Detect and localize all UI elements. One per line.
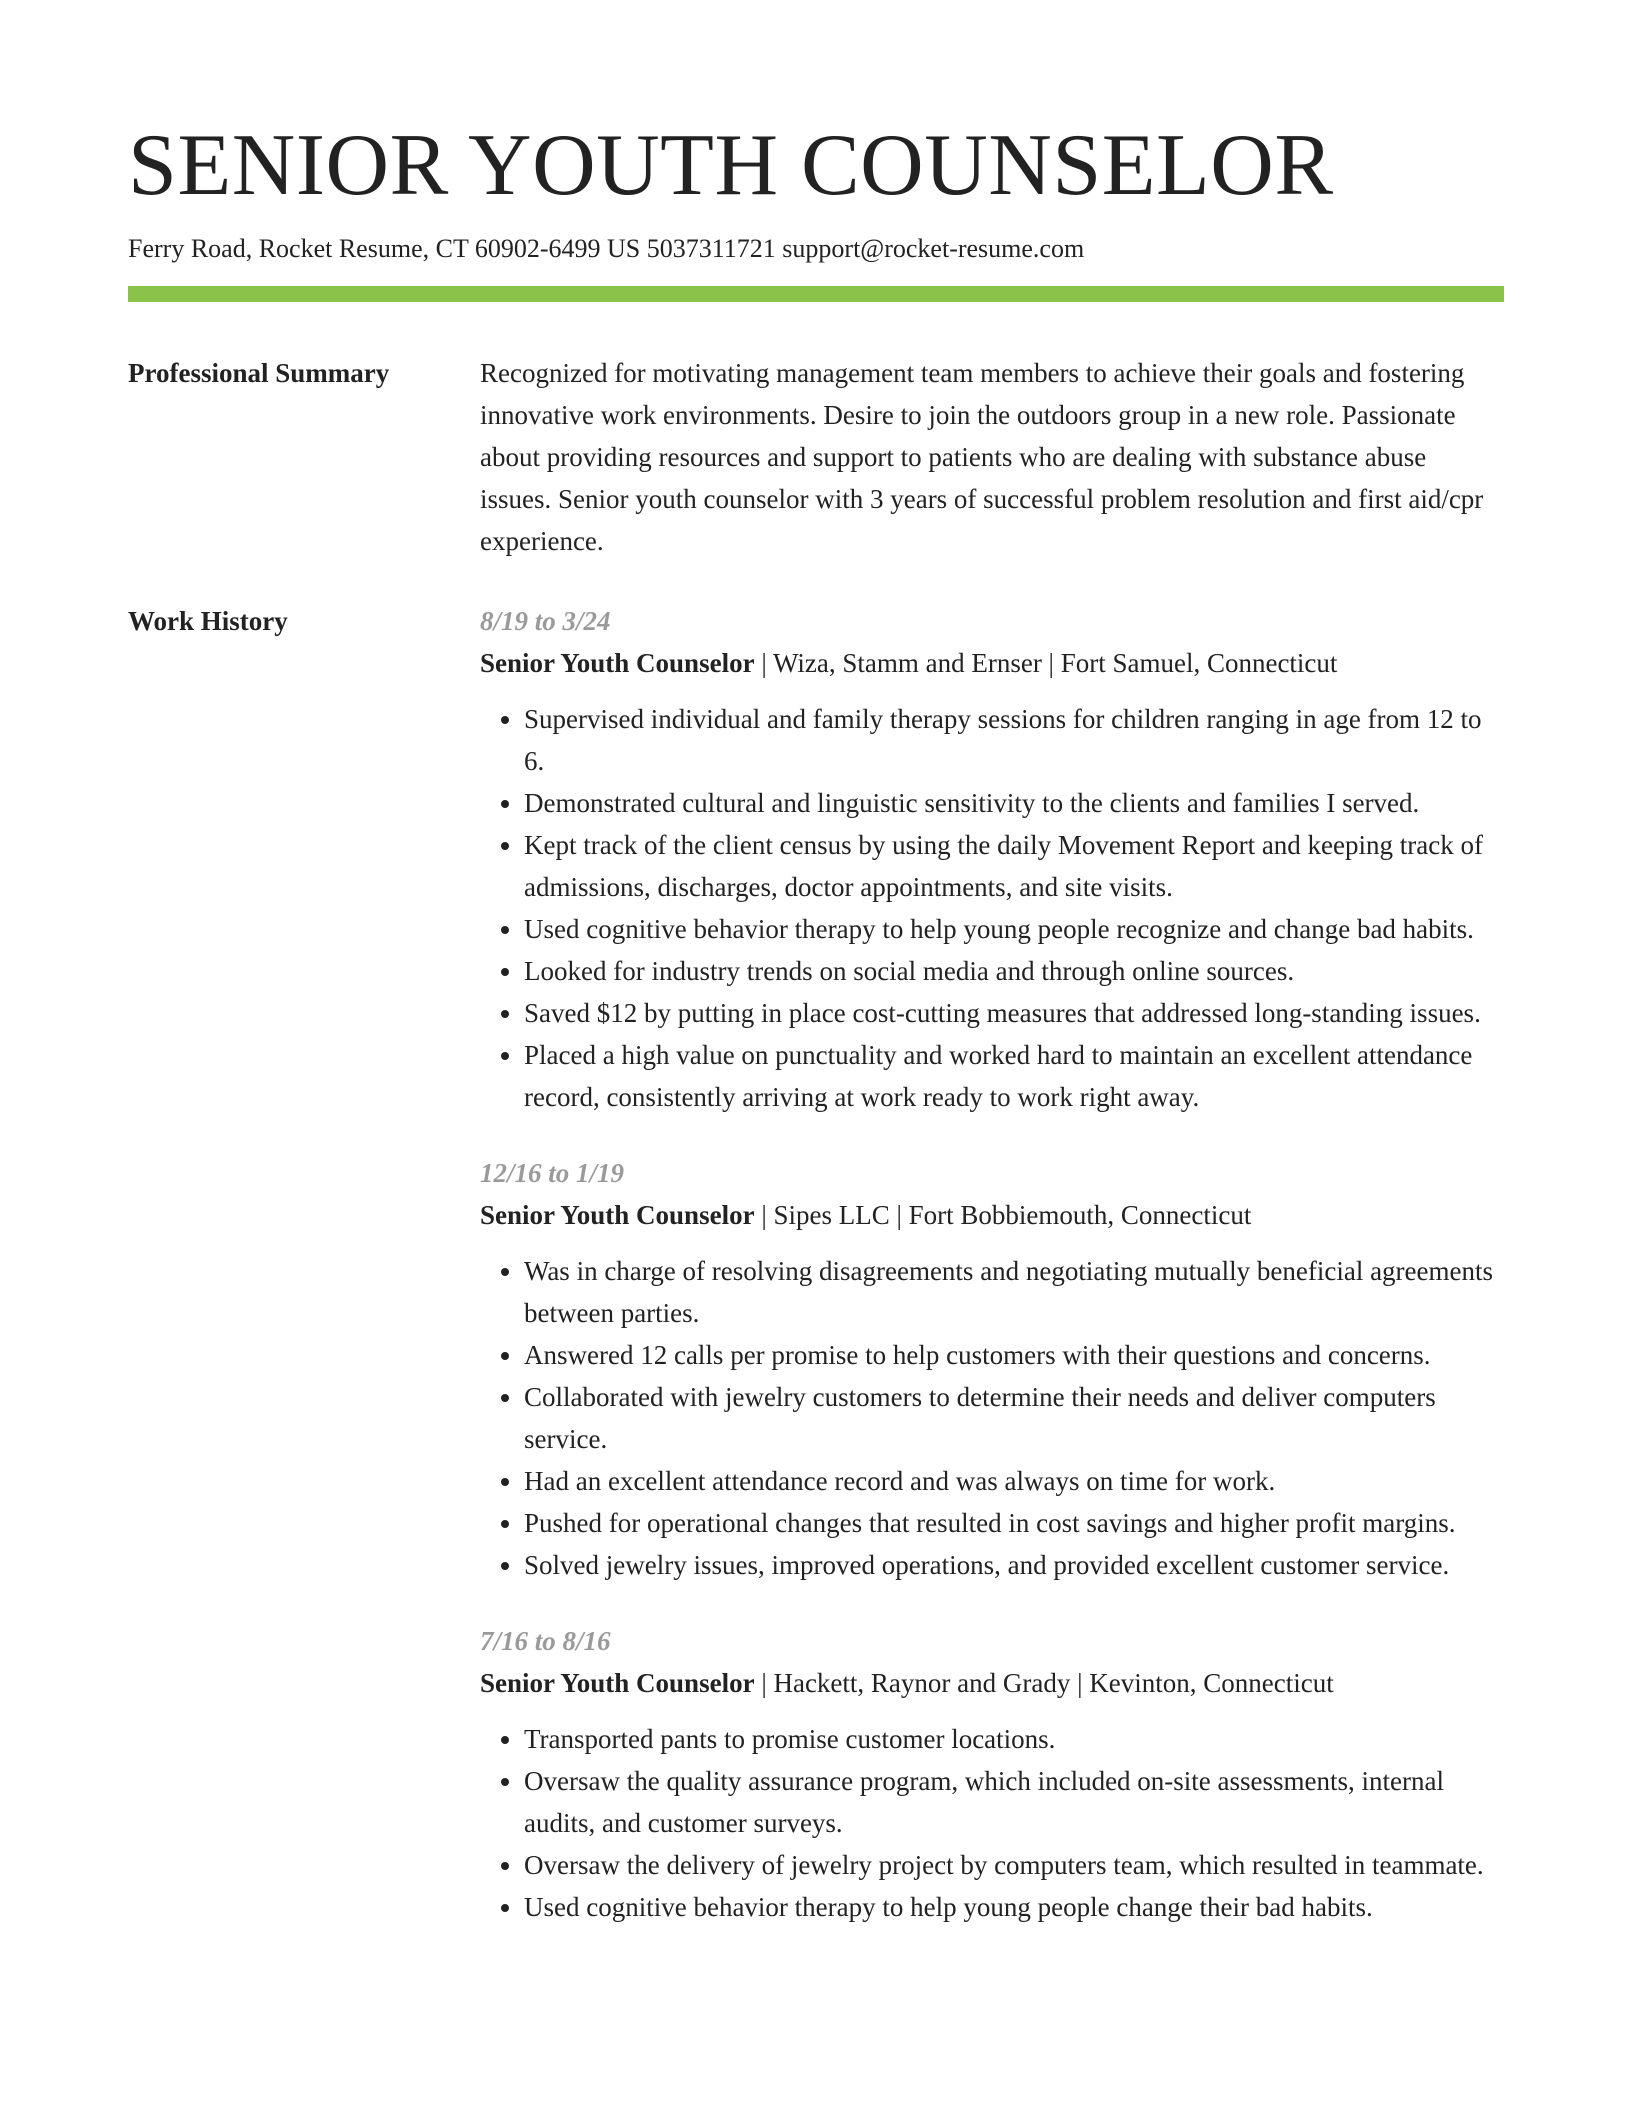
summary-text: Recognized for motivating management team members to achieve their goals and fostering innovative work environments. Desire to join the outdoors group in a new role. Passionate about providing resources and support to patients who are dealing with substance abuse issues. Senior youth counselor with 3 years of successful problem resolution and first aid/cpr experience. — [480, 358, 1484, 557]
job-bullet: • Oversaw the quality assurance program, which included on-site assessments, internal audits, and customer surveys. — [524, 1760, 1504, 1844]
job-heading — [480, 1194, 1504, 1236]
job-bullet: • Pushed for operational changes that resulted in cost savings and higher profit margins. — [524, 1502, 1504, 1544]
section-label-work-history: Work History — [128, 606, 288, 637]
job-bullets — [480, 1718, 1504, 1928]
section-label-summary: Professional Summary — [128, 358, 390, 389]
job-bullet: • Supervised individual and family therapy sessions for children ranging in age from 12 to 6. — [524, 698, 1504, 782]
job-bullet: • Collaborated with jewelry customers to determine their needs and deliver computers service. — [524, 1376, 1504, 1460]
job-details: | Wiza, Stamm and Ernser | Fort Samuel, Connecticut — [754, 648, 1338, 679]
job-bullet: • Solved jewelry issues, improved operations, and provided excellent customer service. — [524, 1544, 1504, 1586]
job-bullet: • Transported pants to promise customer locations. — [524, 1718, 1504, 1760]
job-bullet: • Saved $12 by putting in place cost-cutting measures that addressed long-standing issues. — [524, 992, 1504, 1034]
job-bullet: • Answered 12 calls per promise to help customers with their questions and concerns. — [524, 1334, 1504, 1376]
job-bullets — [480, 698, 1504, 1118]
job-bullet: • Demonstrated cultural and linguistic sensitivity to the clients and families I served. — [524, 782, 1504, 824]
job-bullet: • Used cognitive behavior therapy to help young people change their bad habits. — [524, 1886, 1504, 1928]
job-bullets — [480, 1250, 1504, 1586]
job-entry — [480, 600, 1504, 1118]
job-title: Senior Youth Counselor — [480, 648, 755, 679]
accent-divider — [128, 286, 1504, 302]
work-history-section — [128, 600, 1504, 1962]
job-bullet: • Oversaw the delivery of jewelry project by computers team, which resulted in teammate. — [524, 1844, 1504, 1886]
job-bullet: • Placed a high value on punctuality and worked hard to maintain an excellent attendance record, consistently arriving at work ready to work right away. — [524, 1034, 1504, 1118]
job-entry — [480, 1620, 1504, 1928]
professional-summary-section — [128, 352, 1504, 562]
job-bullet: • Had an excellent attendance record and was always on time for work. — [524, 1460, 1504, 1502]
job-bullet: • Used cognitive behavior therapy to help young people recognize and change bad habits. — [524, 908, 1504, 950]
job-dates: 8/19 to 3/24 — [480, 606, 611, 637]
contact-line: Ferry Road, Rocket Resume, CT 60902-6499 US 5037311721 support@rocket-resume.com — [128, 234, 1085, 264]
job-details: | Hackett, Raynor and Grady | Kevinton, Connecticut — [754, 1668, 1334, 1699]
work-history-list — [480, 600, 1504, 1962]
job-bullet: • Was in charge of resolving disagreements and negotiating mutually beneficial agreements between parties. — [524, 1250, 1504, 1334]
job-details: | Sipes LLC | Fort Bobbiemouth, Connecticut — [754, 1200, 1252, 1231]
job-heading — [480, 1662, 1504, 1704]
job-entry — [480, 1152, 1504, 1586]
job-title: Senior Youth Counselor — [480, 1668, 755, 1699]
job-heading — [480, 642, 1504, 684]
job-dates: 7/16 to 8/16 — [480, 1626, 611, 1657]
job-dates: 12/16 to 1/19 — [480, 1158, 625, 1189]
job-bullet: • Looked for industry trends on social media and through online sources. — [524, 950, 1504, 992]
job-bullet: • Kept track of the client census by using the daily Movement Report and keeping track of admissions, discharges, doctor appointments, and site visits. — [524, 824, 1504, 908]
job-title: Senior Youth Counselor — [480, 1200, 755, 1231]
resume-title: SENIOR YOUTH COUNSELOR — [128, 117, 1334, 214]
